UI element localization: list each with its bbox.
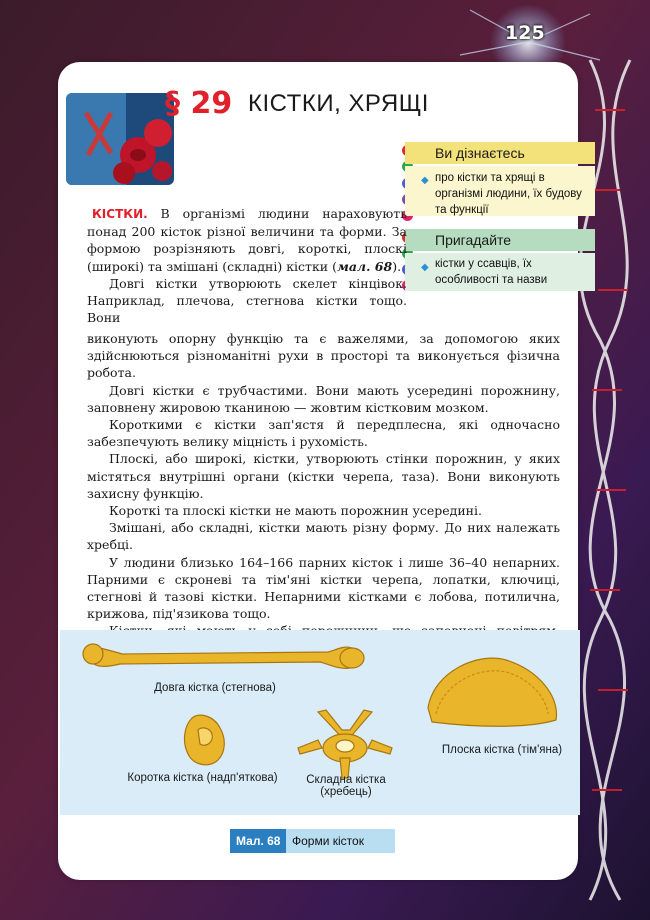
body-text-upper [87, 205, 407, 326]
figure-reference: мал. 68 [336, 258, 393, 274]
diamond-bullet-icon: ◆ [421, 175, 429, 186]
caption-flat-bone: Плоска кістка (тім'яна) [441, 744, 563, 756]
figure-number: Мал. 68 [230, 829, 286, 853]
talus-bone-image [185, 715, 225, 765]
caption-complex-bone: Складна кістка (хребець) [306, 774, 386, 798]
recall-text: кістки у ссавців, їх особливості та назви [435, 258, 548, 286]
paragraph: У людини близько 164–166 парних кісток і лише 36–40 непарних. Парними є скроневі та тім'яні кістки черепа, лопатки, ключиці, стегнові й тазові кістки. Непарними кістками є лобова, потилична, крижова, під'язикова тощо. [87, 554, 560, 622]
parietal-bone-image [428, 658, 556, 726]
figure-label [230, 829, 395, 853]
keyword-bones: КІСТКИ. [92, 207, 148, 221]
paragraph: Короткі та плоскі кістки не мають порожнин усередині. [109, 503, 482, 519]
page-number: 125 [505, 22, 545, 44]
learn-box [405, 166, 595, 216]
learn-heading: Ви дізнаєтесь [405, 142, 595, 164]
learn-text: про кістки та хрящі в організмі людини, їх будову та функції [435, 172, 582, 216]
figure-title: Форми кісток [292, 834, 364, 848]
bone-forms-figure [60, 630, 580, 815]
diamond-bullet-icon: ◆ [421, 262, 429, 273]
intro-paragraph: КІСТКИ. В організмі людини нараховують понад 200 кісток різної величини та форми. За формою розрізняють довгі, короткі, плоскі (широкі) та змішані (складні) кістки (мал. 68). [87, 206, 407, 274]
page-title: КІСТКИ, ХРЯЩІ [248, 90, 429, 117]
recall-box [405, 253, 595, 291]
paragraph: Плоскі, або широкі, кістки, утворюють стінки порожнин, у яких містяться внутрішні органи (кістки черепа, таза). Вони виконують захисну функцію. [87, 451, 560, 501]
blood-cells-illustration [66, 93, 174, 185]
paragraph: Змішані, або складні, кістки мають різну форму. До них належать хребці. [87, 520, 560, 553]
recall-heading: Пригадайте [405, 229, 595, 251]
paragraph: Короткими є кістки зап'ястя й передплесна, які одночасно забезпечують велику міцність і рухомість. [87, 417, 560, 450]
femur-bone-image [83, 644, 364, 668]
caption-long-bone: Довга кістка (стегнова) [154, 682, 276, 694]
paragraph: Довгі кістки утворюють скелет кінцівок. Наприклад, плечова, стегнова кістки тощо. Вони [87, 275, 407, 326]
body-text-lower [87, 330, 560, 674]
paragraph: виконують опорну функцію та є важелями, за допомогою яких здійснюються різноманітні рухи в просторі та виконується фізична робота. [87, 331, 560, 381]
caption-short-bone: Коротка кістка (надп'яткова) [127, 772, 278, 784]
section-number: § 29 [165, 86, 233, 121]
vertebra-bone-image [298, 710, 392, 778]
paragraph: Довгі кістки є трубчастими. Вони мають усередині порожнину, заповнену жировою тканиною — жовтим кістковим мозком. [87, 382, 560, 415]
